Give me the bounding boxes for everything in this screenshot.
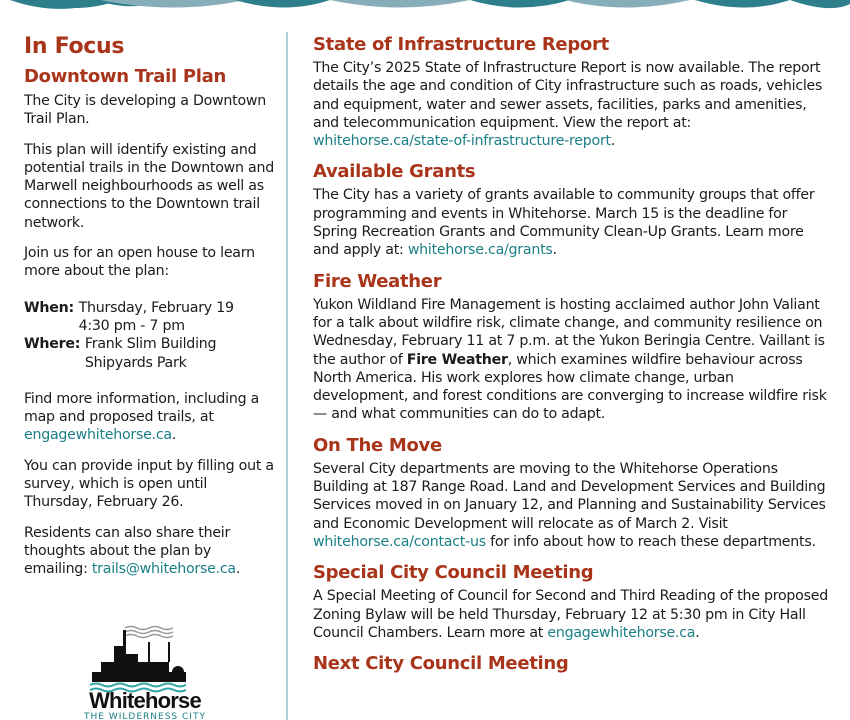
- where-label: Where:: [24, 336, 85, 353]
- more-info-text: Find more information, including a map and proposed trails, at engagewhitehorse.ca.: [24, 390, 260, 444]
- trails-email-link[interactable]: trails@whitehorse.ca: [91, 561, 236, 578]
- logo-tagline: THE WILDERNESS CITY: [84, 712, 206, 720]
- article-next-council-meeting: [313, 653, 833, 675]
- article-heading: State of Infrastructure Report: [313, 34, 609, 55]
- article-body: The City has a variety of grants available to community groups that offer programming and events in Whitehorse. March 15 is the deadline for Spring Recreation Grants and Community Clean-Up Grants. Learn more and apply at: whitehorse.ca/grants.: [313, 187, 815, 259]
- logo-wordmark: Whitehorse: [89, 688, 201, 713]
- article-heading: Next City Council Meeting: [313, 653, 569, 675]
- paddlewheel: [172, 666, 184, 678]
- when-label: When:: [24, 299, 79, 316]
- infrastructure-report-link[interactable]: whitehorse.ca/state-of-infrastructure-report: [313, 133, 611, 150]
- event-when: [24, 299, 274, 336]
- article-heading: Special City Council Meeting: [313, 562, 594, 584]
- where-building: Frank Slim Building: [84, 336, 217, 353]
- water-wave: [90, 684, 186, 687]
- event-where: [24, 335, 274, 372]
- article-heading: Fire Weather: [313, 270, 442, 292]
- when-time: 4:30 pm - 7 pm: [78, 317, 185, 334]
- smoke-wave: [125, 635, 173, 638]
- grants-link[interactable]: whitehorse.ca/grants: [407, 242, 553, 259]
- hull: [92, 672, 186, 682]
- wave-segment: [565, 0, 690, 8]
- article-infrastructure-report: [313, 34, 833, 150]
- sidebar-in-focus: [24, 34, 274, 591]
- smoke-wave: [125, 627, 173, 630]
- when-date: Thursday, February 19: [78, 299, 234, 316]
- smoke-wave: [125, 631, 173, 634]
- article-heading: Available Grants: [313, 161, 476, 183]
- where-park: Shipyards Park: [84, 354, 187, 371]
- article-fire-weather: [313, 271, 833, 424]
- news-column: [313, 34, 833, 678]
- engage-link[interactable]: engagewhitehorse.ca: [547, 624, 696, 641]
- decorative-wave-band: [0, 0, 850, 14]
- wave-segment: [235, 0, 330, 8]
- upper-deck: [101, 662, 169, 672]
- event-details: [24, 299, 274, 372]
- article-available-grants: [313, 161, 833, 259]
- column-divider: [286, 32, 288, 720]
- engage-link[interactable]: engagewhitehorse.ca: [24, 427, 172, 444]
- mast: [168, 642, 170, 662]
- book-title: Fire Weather: [406, 351, 508, 368]
- contact-us-link[interactable]: whitehorse.ca/contact-us: [313, 533, 486, 550]
- wave-segment: [695, 0, 790, 8]
- whitehorse-logo: [68, 622, 223, 720]
- wave-segment: [790, 0, 850, 8]
- wave-segment: [470, 0, 570, 8]
- article-body: A Special Meeting of Council for Second and Third Reading of the proposed Zoning Bylaw will be held Thursday, February 12 at 5:30 pm in City Hall Council Chambers. Learn more at engagewhitehorse.ca.: [313, 588, 828, 641]
- article-body: Several City departments are moving to the Whitehorse Operations Building at 187 Range Road. Land and Development Services and Building Services moved in on January 12, and Planning and Sustainability Services and Economic Development will relocate as of March 2. Visit whitehorse.ca/contact-us for info about how to reach these departments.: [313, 460, 826, 550]
- article-heading: On The Move: [313, 434, 442, 456]
- sternwheeler-icon: [90, 627, 186, 692]
- wave-segment: [330, 0, 470, 8]
- article-body: Yukon Wildland Fire Management is hosting acclaimed author John Valiant for a talk about wildfire risk, climate change, and community resilience on Wednesday, February 11 at 7 p.m. at the Yukon Beringia Centre. Vaillant is the author of Fire Weather, which examines wildfire behaviour across North America. His work explores how climate change, urban development, and forest conditions are converging to increase wildfire risk — and what communities can do to adapt.: [313, 296, 827, 423]
- open-house-intro: Join us for an open house to learn more about the plan:: [24, 245, 255, 280]
- article-body: The City’s 2025 State of Infrastructure Report is now available. The report details the age and condition of City infrastructure such as roads, vehicles and equipment, water and sewer assets, facilities, parks and amenities, and telecommunication equipment. View the report at: whitehorse.ca/state-of-infrastructure-report.: [313, 60, 823, 150]
- article-special-council-meeting: [313, 562, 833, 642]
- mast: [148, 642, 150, 662]
- description-text: This plan will identify existing and potential trails in the Downtown and Marwell neighbourhoods as well as connections to the Downtown trail network.: [24, 141, 274, 231]
- email-text: Residents can also share their thoughts about the plan by emailing: trails@whitehorse.ca.: [24, 524, 241, 578]
- section-title: In Focus: [24, 34, 125, 59]
- article-on-the-move: [313, 435, 833, 551]
- intro-text: The City is developing a Downtown Trail Plan.: [24, 93, 266, 128]
- survey-text: You can provide input by filling out a survey, which is open until Thursday, February 26.: [24, 457, 274, 511]
- article-title: Downtown Trail Plan: [24, 66, 226, 87]
